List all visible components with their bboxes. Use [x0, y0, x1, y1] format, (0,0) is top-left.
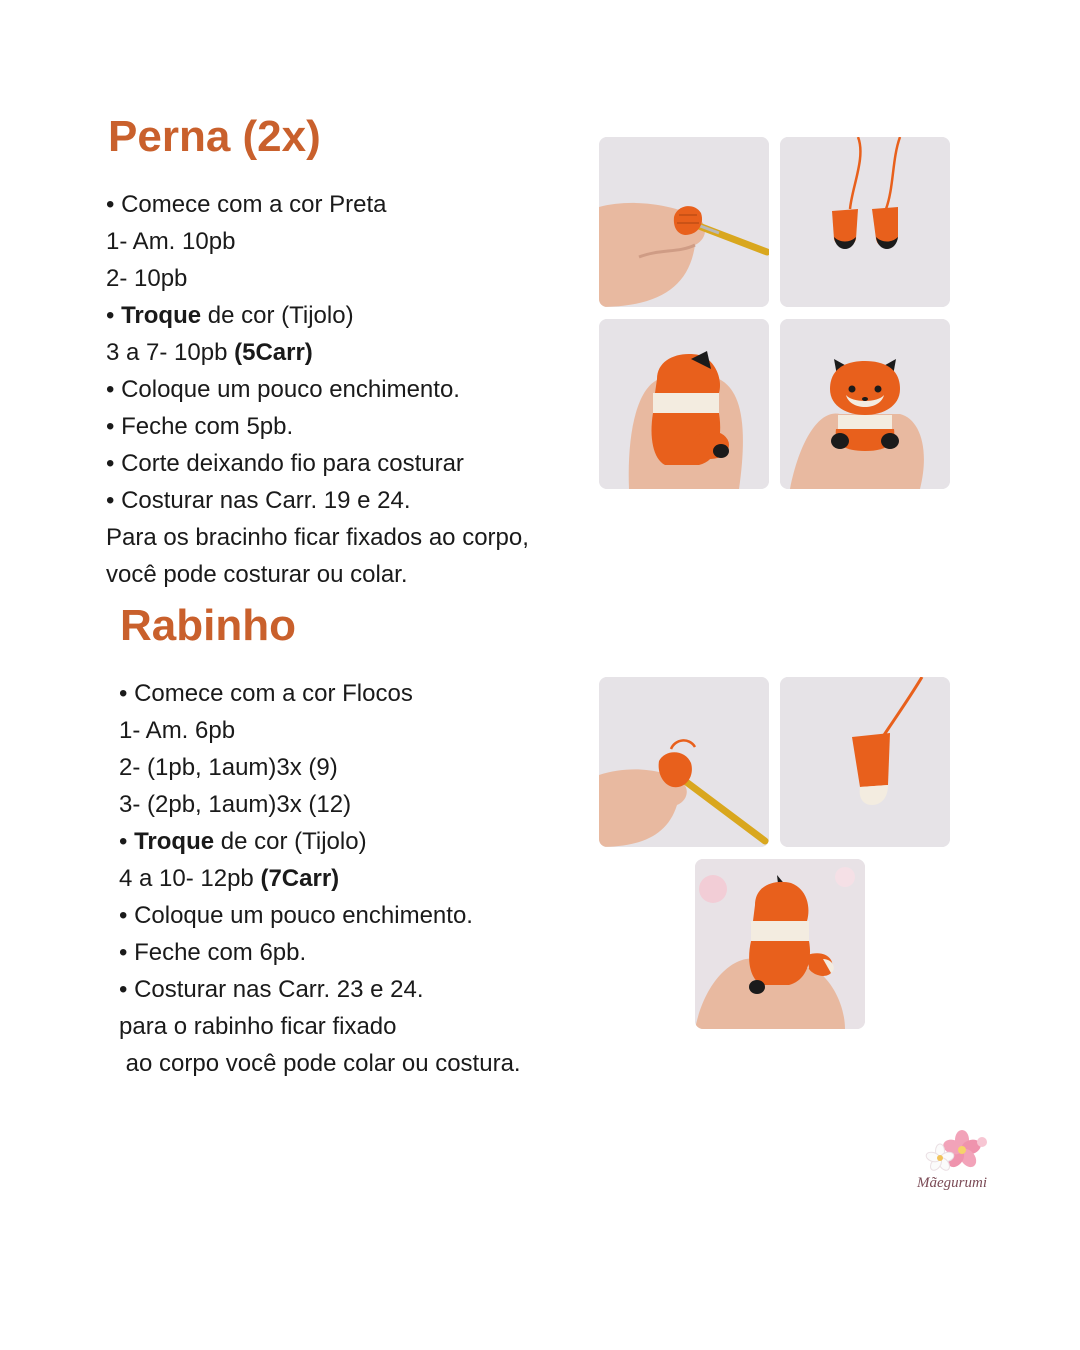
instruction-line [119, 860, 521, 897]
photo-tail-finished [780, 677, 950, 847]
instruction-text: 1- Am. 6pb [119, 717, 236, 744]
instruction-text: 1- Am. 10pb [106, 228, 236, 255]
instruction-text: 2- 10pb [106, 265, 188, 292]
instruction-text: • [119, 828, 135, 855]
photo-two-legs [780, 137, 950, 307]
instruction-line [119, 786, 521, 823]
instruction-text: • Costurar nas Carr. 23 e 24. [119, 976, 424, 1003]
instruction-line [106, 408, 529, 445]
instruction-text: • Feche com 6pb. [119, 939, 307, 966]
instruction-line [106, 334, 529, 371]
instruction-line [119, 712, 521, 749]
section-title-rabinho: Rabinho [120, 601, 296, 650]
instruction-bold-text: (7Carr) [260, 865, 340, 892]
instructions-perna [106, 186, 529, 593]
instruction-line [119, 897, 521, 934]
instruction-line [106, 445, 529, 482]
photo-fox-side [599, 319, 769, 489]
photo-leg-crocheting [599, 137, 769, 307]
photo-tail-crocheting [599, 677, 769, 847]
instruction-text: 3 a 7- 10pb [106, 339, 235, 366]
instruction-text: 4 a 10- 12pb [119, 865, 261, 892]
instructions-rabinho [119, 675, 521, 1082]
instruction-text: • Costurar nas Carr. 19 e 24. [106, 487, 411, 514]
instruction-text: ao corpo você pode colar ou costura. [119, 1050, 521, 1077]
instruction-text: Para os bracinho ficar fixados ao corpo, [106, 524, 529, 551]
instruction-bold-text: Troque [134, 828, 215, 855]
instruction-line [106, 556, 529, 593]
photo-fox-front [780, 319, 950, 489]
instruction-line [106, 260, 529, 297]
instruction-text: • Coloque um pouco enchimento. [119, 902, 473, 929]
instruction-bold-text: (5Carr) [234, 339, 313, 366]
instruction-text: de cor (Tijolo) [214, 828, 367, 855]
instruction-text: de cor (Tijolo) [201, 302, 354, 329]
instruction-line [119, 1045, 521, 1082]
section-title-perna: Perna (2x) [108, 112, 321, 161]
instruction-line [106, 482, 529, 519]
instruction-line [119, 934, 521, 971]
instruction-line [106, 297, 529, 334]
instruction-line [119, 971, 521, 1008]
instruction-line [119, 749, 521, 786]
instruction-text: • [106, 302, 122, 329]
instruction-line [106, 371, 529, 408]
maegurumi-logo [898, 1112, 1006, 1216]
instruction-line [106, 223, 529, 260]
instruction-text: • Corte deixando fio para costurar [106, 450, 464, 477]
instruction-bold-text: Troque [121, 302, 202, 329]
instruction-line [106, 186, 529, 223]
instruction-line [119, 1008, 521, 1045]
instruction-line [119, 675, 521, 712]
instruction-text: • Comece com a cor Preta [106, 191, 387, 218]
instruction-text: • Comece com a cor Flocos [119, 680, 413, 707]
instruction-text: você pode costurar ou colar. [106, 561, 408, 588]
instruction-text: • Feche com 5pb. [106, 413, 294, 440]
photo-fox-with-tail [695, 859, 865, 1029]
instruction-line [119, 823, 521, 860]
instruction-text: 3- (2pb, 1aum)3x (12) [119, 791, 352, 818]
instruction-text: • Coloque um pouco enchimento. [106, 376, 460, 403]
logo-text: Mãegurumi [917, 1175, 987, 1191]
instruction-line [106, 519, 529, 556]
instruction-text: para o rabinho ficar fixado [119, 1013, 397, 1040]
instruction-text: 2- (1pb, 1aum)3x (9) [119, 754, 338, 781]
